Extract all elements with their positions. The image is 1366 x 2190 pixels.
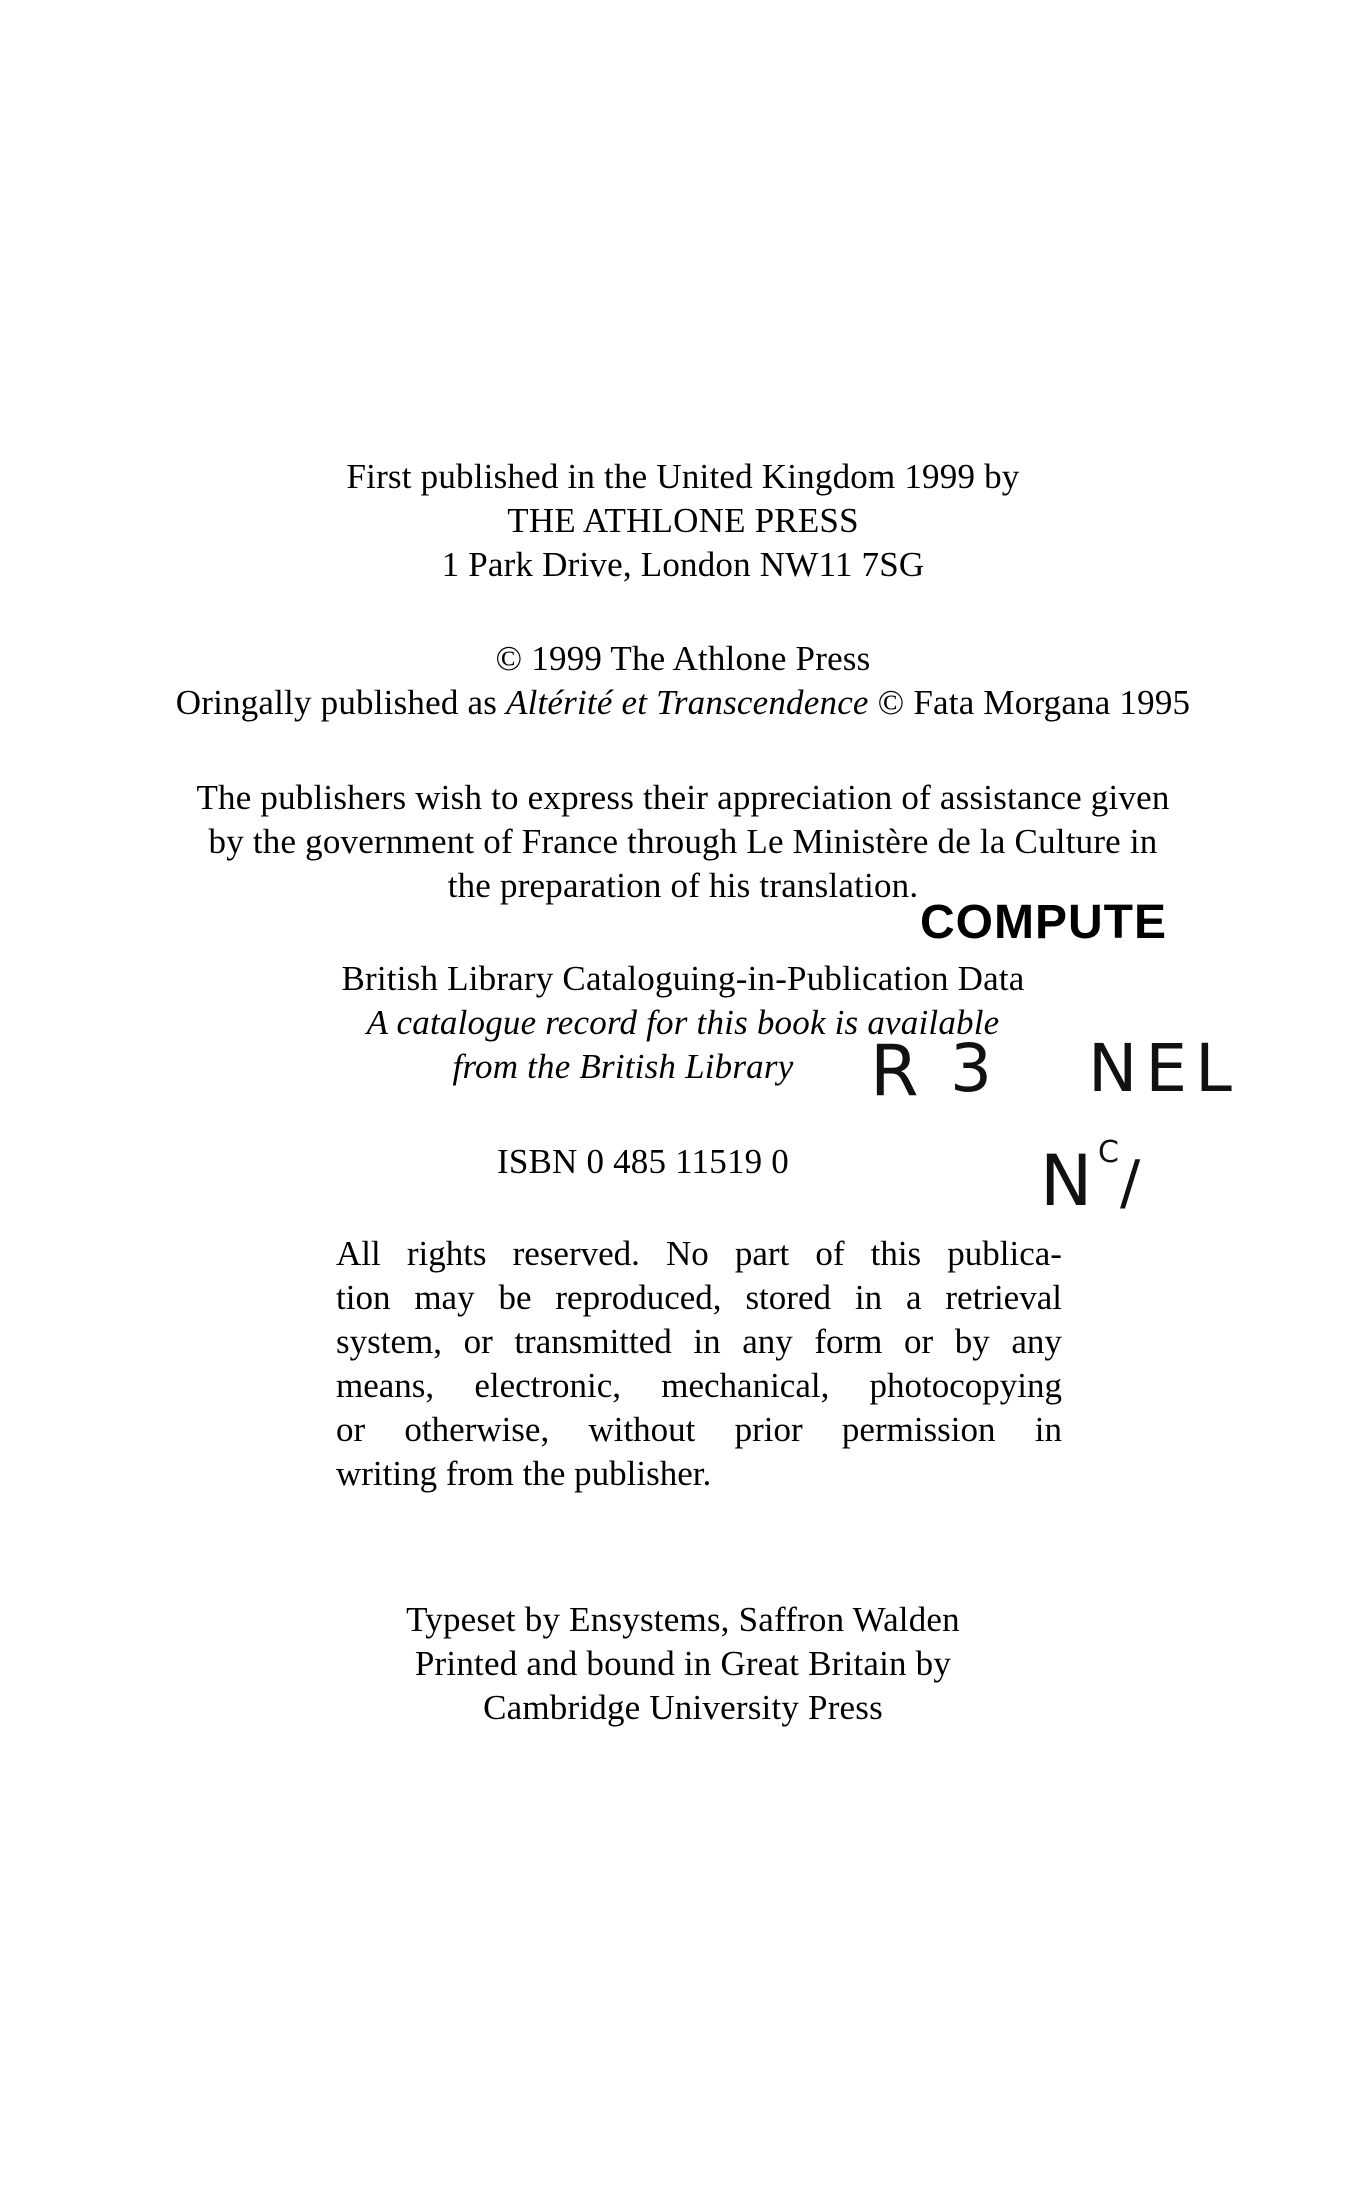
rights-word: in	[854, 1278, 883, 1317]
rights-word: be	[498, 1278, 532, 1317]
rights-word: electronic,	[474, 1366, 622, 1405]
rights-word: a	[905, 1278, 922, 1317]
rights-line-2	[336, 1276, 1062, 1320]
rights-line-1	[336, 1232, 1062, 1276]
rights-word: form	[814, 1322, 883, 1361]
rights-word: without	[588, 1410, 696, 1449]
cip-heading: British Library Cataloguing-in-Publication Data	[341, 959, 1025, 998]
rights-word: any	[742, 1322, 793, 1361]
rights-word: publica-	[947, 1234, 1062, 1273]
rights-word: means,	[336, 1366, 435, 1405]
rights-line-6: writing from the publisher.	[336, 1454, 712, 1493]
rights-word: prior	[734, 1410, 803, 1449]
rights-word: or	[904, 1322, 934, 1361]
rights-word: by	[954, 1322, 990, 1361]
isbn: ISBN 0 485 11519 0	[496, 1142, 790, 1181]
rights-word: photocopying	[869, 1366, 1062, 1405]
rights-word: reproduced,	[555, 1278, 722, 1317]
rights-word: may	[414, 1278, 475, 1317]
handwritten-mark-n: N	[1040, 1140, 1093, 1222]
handwritten-mark-c: C	[1098, 1135, 1119, 1170]
original-suffix: © Fata Morgana 1995	[868, 683, 1191, 722]
rights-word: part	[734, 1234, 790, 1273]
rights-line-3	[336, 1320, 1062, 1364]
handwritten-mark-slash: /	[1120, 1148, 1141, 1218]
acknowledgement-line-1: The publishers wish to express their appreciation of assistance given	[196, 778, 1170, 817]
rights-word: of	[815, 1234, 845, 1273]
rights-word: this	[870, 1234, 922, 1273]
handwritten-mark-r: R	[870, 1030, 919, 1112]
cip-line-1: A catalogue record for this book is available	[366, 1003, 1000, 1042]
rights-word: mechanical,	[661, 1366, 830, 1405]
handwritten-mark-3: 3	[950, 1030, 992, 1107]
rights-word: any	[1011, 1322, 1062, 1361]
typeset-line: Typeset by Ensystems, Saffron Walden	[406, 1600, 960, 1639]
rights-word: tion	[336, 1278, 391, 1317]
printer-name: Cambridge University Press	[483, 1688, 883, 1727]
original-publication-line	[0, 681, 1366, 725]
first-published-line: First published in the United Kingdom 1999 by	[346, 457, 1020, 496]
rights-line-5	[336, 1408, 1062, 1452]
rights-word: or	[336, 1410, 366, 1449]
rights-word: in	[1034, 1410, 1062, 1449]
publisher-address: 1 Park Drive, London NW11 7SG	[441, 545, 925, 584]
rights-word: All	[336, 1234, 381, 1273]
handwritten-mark-nel: NEL	[1088, 1030, 1240, 1107]
computer-stamp: COMPUTE	[920, 896, 1167, 949]
rights-word: or	[463, 1322, 493, 1361]
rights-word: No	[666, 1234, 709, 1273]
rights-word: permission	[841, 1410, 996, 1449]
original-prefix: Oringally published as	[175, 683, 506, 722]
copyright-line: © 1999 The Athlone Press	[495, 639, 871, 678]
rights-line-4	[336, 1364, 1062, 1408]
rights-word: transmitted	[514, 1322, 672, 1361]
cip-line-2: from the British Library	[452, 1047, 794, 1086]
rights-word: system,	[336, 1322, 442, 1361]
rights-word: in	[693, 1322, 721, 1361]
rights-word: rights	[406, 1234, 487, 1273]
rights-word: reserved.	[512, 1234, 640, 1273]
rights-word: otherwise,	[404, 1410, 550, 1449]
acknowledgement-line-3: the preparation of his translation.	[447, 866, 919, 905]
printed-bound-line: Printed and bound in Great Britain by	[414, 1644, 952, 1683]
rights-word: stored	[745, 1278, 831, 1317]
rights-word: retrieval	[945, 1278, 1062, 1317]
publisher-name: THE ATHLONE PRESS	[507, 501, 859, 540]
rights-statement	[336, 1232, 1062, 1496]
acknowledgement-line-2: by the government of France through Le Ministère de la Culture in	[208, 822, 1158, 861]
original-title: Altérité et Transcendence	[505, 683, 869, 722]
